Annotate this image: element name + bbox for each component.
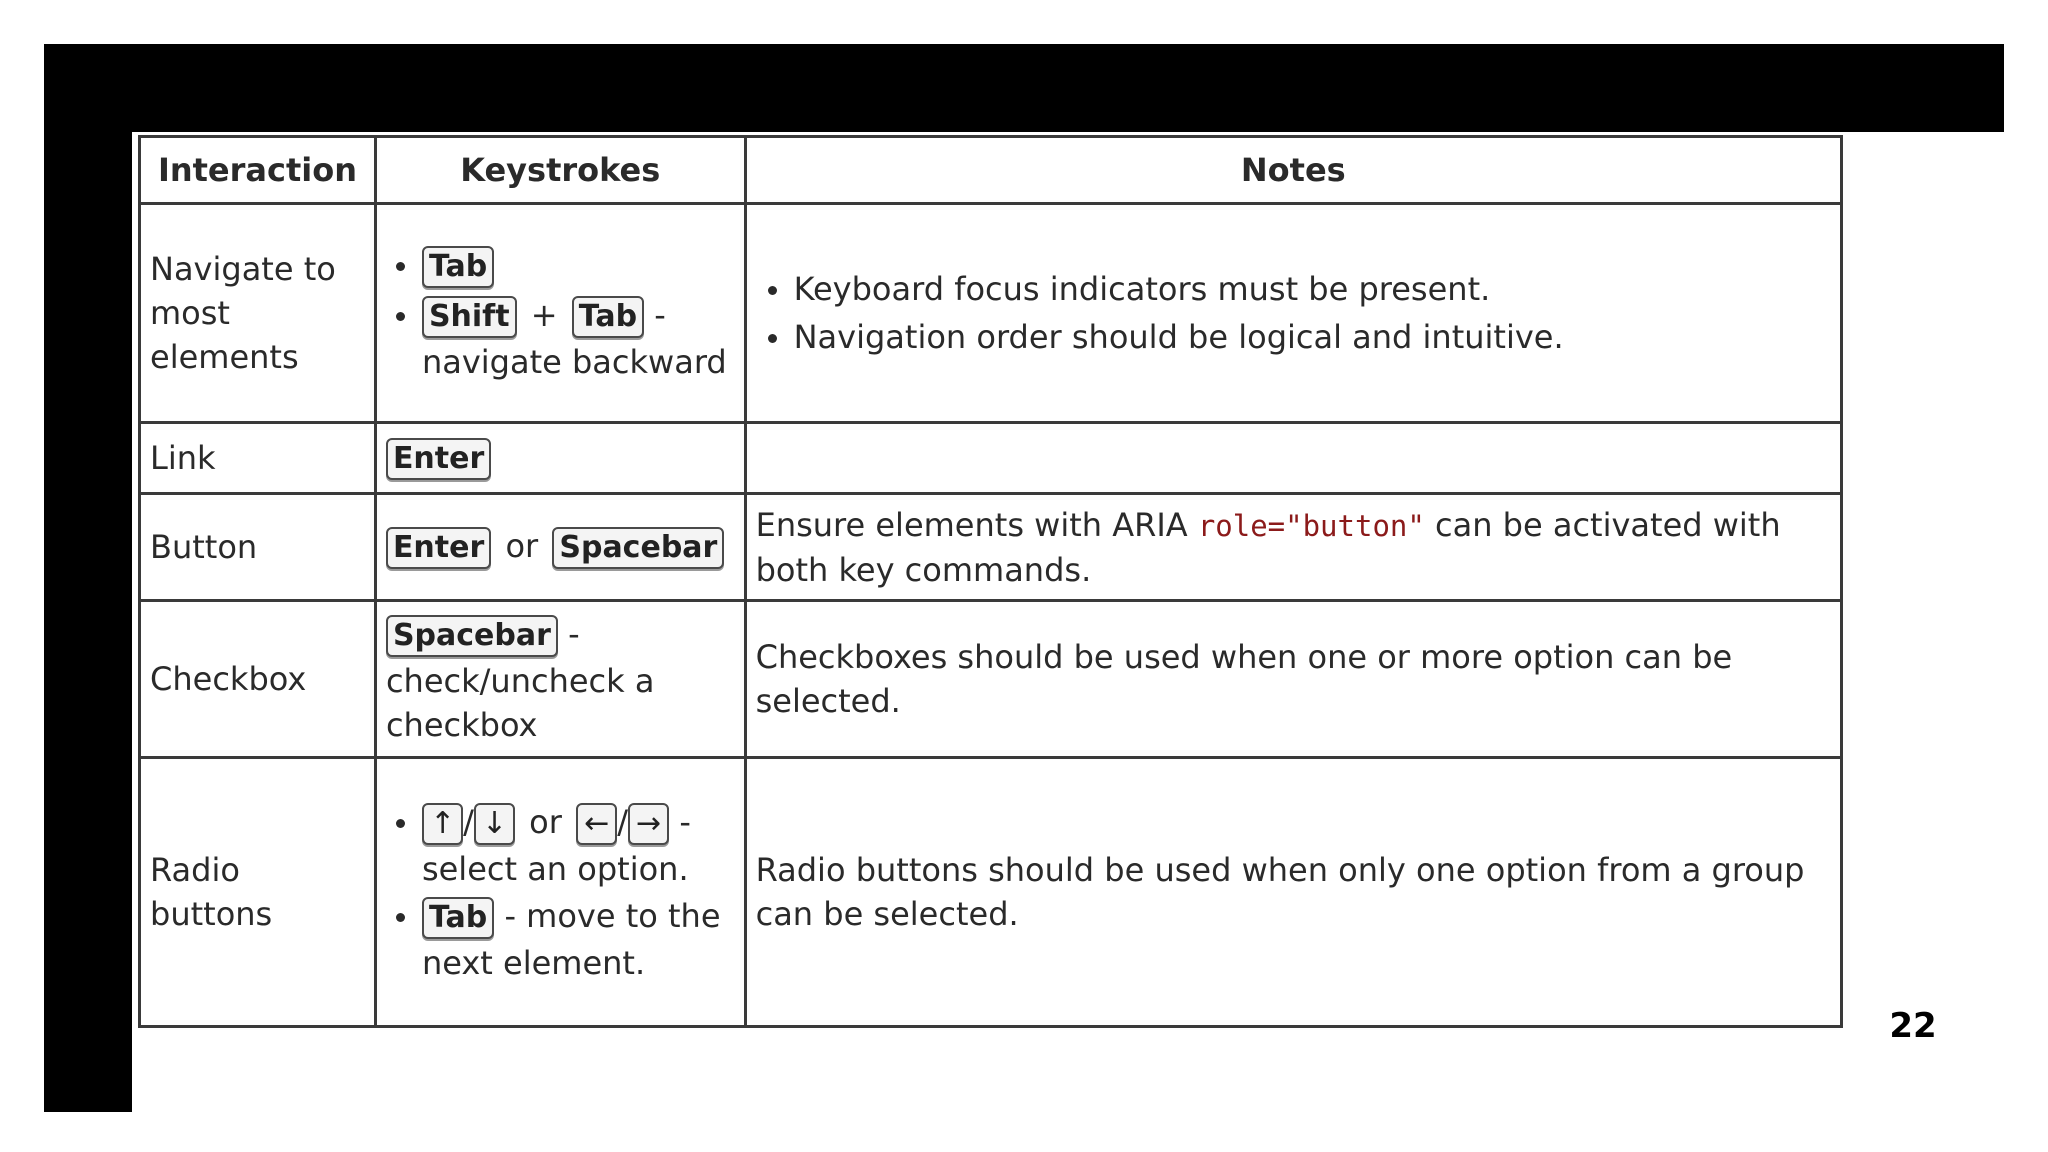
plus-sign: +: [530, 295, 558, 334]
list-item: [422, 293, 735, 384]
list-item: [422, 894, 735, 985]
interaction-cell: Checkbox: [140, 601, 376, 758]
shift-key: Shift: [422, 296, 517, 338]
arrow-up-key: ↑: [422, 803, 463, 845]
notes-cell: Checkboxes should be used when one or more option can be selected.: [745, 601, 1841, 758]
interaction-cell: Navigate to most elements: [140, 204, 376, 423]
table-row: [140, 423, 1842, 494]
enter-key: Enter: [386, 527, 491, 569]
slash: /: [463, 802, 474, 841]
keystroke-list: [386, 243, 735, 384]
header-notes: Notes: [745, 137, 1841, 204]
tab-key: Tab: [572, 296, 644, 338]
note-text: can be activated with both key commands.: [755, 505, 1781, 589]
header-interaction: Interaction: [140, 137, 376, 204]
tab-key: Tab: [422, 897, 494, 939]
keystrokes-cell: [375, 423, 745, 494]
note-item: Keyboard focus indicators must be present.: [794, 267, 1831, 311]
list-item: [422, 243, 735, 290]
table-header-row: [140, 137, 1842, 204]
interaction-cell: Radio buttons: [140, 758, 376, 1027]
keystrokes-cell: [375, 601, 745, 758]
page-number: 22: [1889, 1006, 1937, 1046]
spacebar-key: Spacebar: [552, 527, 724, 569]
table-row: [140, 758, 1842, 1027]
notes-cell: [745, 423, 1841, 494]
keystroke-description: - move to the next element.: [421, 896, 721, 982]
arrow-right-key: →: [628, 803, 669, 845]
table-row: [140, 601, 1842, 758]
notes-list: [756, 267, 1831, 359]
keystroke-list: [386, 800, 735, 985]
keystroke-description: - check/uncheck a checkbox: [385, 614, 655, 744]
note-item: Navigation order should be logical and intuitive.: [794, 315, 1831, 359]
enter-key: Enter: [386, 438, 491, 480]
note-text: Ensure elements with ARIA: [755, 505, 1188, 544]
or-text: or: [529, 802, 562, 841]
notes-cell: [745, 204, 1841, 423]
keystroke-description: - navigate backward: [421, 295, 727, 381]
keystrokes-cell: [375, 758, 745, 1027]
keystroke-description: - select an option.: [421, 802, 691, 888]
arrow-left-key: ←: [576, 803, 617, 845]
keystrokes-cell: [375, 204, 745, 423]
keystrokes-cell: [375, 494, 745, 601]
slash: /: [617, 802, 628, 841]
notes-cell: [745, 494, 1841, 601]
table-row: [140, 204, 1842, 423]
list-item: [422, 800, 735, 891]
interaction-cell: Button: [140, 494, 376, 601]
spacebar-key: Spacebar: [386, 615, 558, 657]
header-keystrokes: Keystrokes: [375, 137, 745, 204]
arrow-down-key: ↓: [474, 803, 515, 845]
notes-cell: Radio buttons should be used when only one option from a group can be selected.: [745, 758, 1841, 1027]
or-text: or: [505, 526, 539, 565]
interaction-cell: Link: [140, 423, 376, 494]
tab-key: Tab: [422, 246, 494, 288]
table-row: [140, 494, 1842, 601]
keyboard-interactions-table: [138, 135, 1843, 1028]
aria-role-code: role="button": [1197, 508, 1425, 543]
